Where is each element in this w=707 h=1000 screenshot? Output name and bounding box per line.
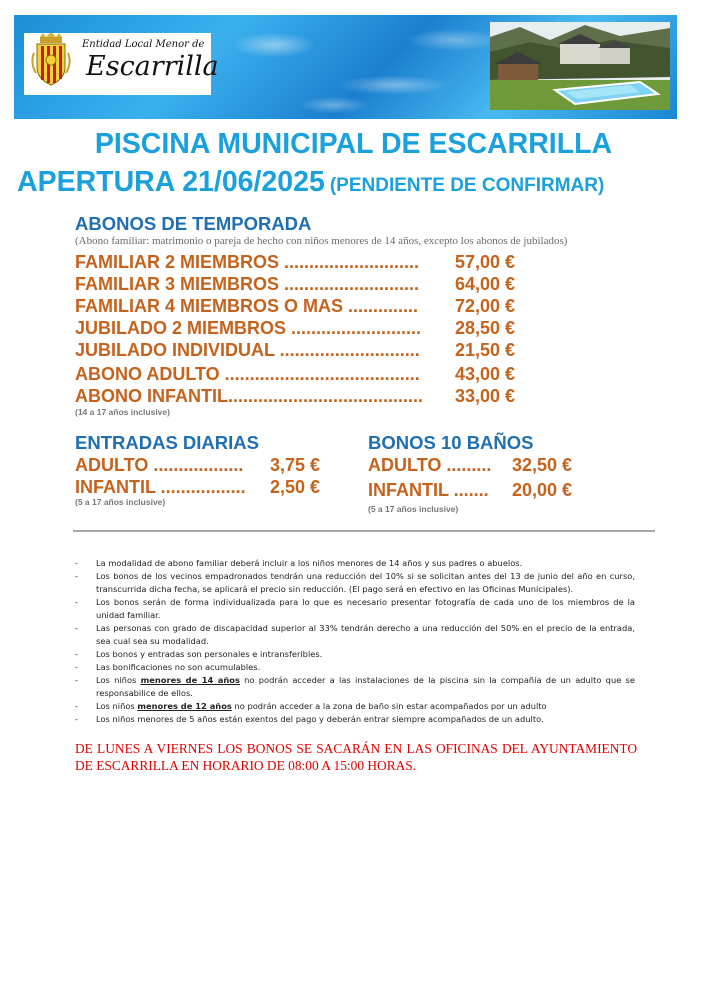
logo <box>24 33 219 95</box>
price-row <box>75 455 320 476</box>
condition-text: Los niños <box>96 675 141 685</box>
price-value: 72,00 € <box>454 296 515 316</box>
opening-date-note: (PENDIENTE DE CONFIRMAR) <box>329 175 605 196</box>
logo-line2: Escarrilla <box>86 51 219 82</box>
condition-text: Los bonos serán de forma individualizada para lo que es necesario presentar fotografía de cada uno de los miembros de la unidad familiar. <box>96 597 635 620</box>
page-title: PISCINA MUNICIPAL DE ESCARRILLA <box>94 128 613 160</box>
dash: - <box>75 649 78 659</box>
price-value: 64,00 € <box>454 274 515 294</box>
price-label: ABONO INFANTIL....................................... <box>75 386 424 406</box>
price-value: 2,50 € <box>269 477 320 497</box>
list-item <box>75 674 635 700</box>
price-label: ADULTO ......... <box>368 455 492 475</box>
price-row <box>75 364 515 385</box>
price-value: 33,00 € <box>454 386 515 406</box>
dash: - <box>75 701 78 711</box>
list-item <box>75 661 635 674</box>
price-row <box>75 252 515 273</box>
price-value: 21,50 € <box>454 340 515 360</box>
list-item <box>75 622 635 648</box>
pool-photo-image <box>490 22 670 110</box>
condition-text: Los bonos de los vecinos empadronados tendrán una reducción del 10% si se solicitan antes del 13 de junio del año en curso, transcurrida dicha fecha, se aplicará el precio sin reducción. (El pago será en efectivo en las Oficinas Municipales). <box>96 571 635 594</box>
condition-emphasis: menores de 12 años <box>137 701 232 711</box>
list-item <box>75 570 635 596</box>
opening-date <box>17 166 604 199</box>
opening-date-text: APERTURA 21/06/2025 <box>17 166 325 198</box>
abonos-note: (Abono familiar: matrimonio o pareja de hecho con niños menores de 14 años, excepto los abonos de jubilados) <box>75 235 568 247</box>
condition-text: no podrán acceder a las instalaciones de la piscina sin la compañía de un adulto que se responsabilice de ellos. <box>96 675 635 698</box>
header-banner <box>14 15 677 119</box>
price-label: FAMILIAR 4 MIEMBROS O MAS .............. <box>75 296 419 316</box>
dash: - <box>75 558 78 568</box>
price-value: 43,00 € <box>454 364 515 384</box>
condition-emphasis: menores de 14 años <box>140 675 240 685</box>
price-label: JUBILADO INDIVIDUAL ............................ <box>75 340 420 360</box>
condition-text: Los niños menores de 5 años están exentos del pago y deberán entrar siempre acompañados de un adulto. <box>96 714 544 724</box>
list-item <box>75 700 635 713</box>
bonos-heading: BONOS 10 BAÑOS <box>368 432 534 453</box>
price-label: FAMILIAR 3 MIEMBROS ........................... <box>75 274 420 294</box>
price-row <box>368 455 572 476</box>
price-label: INFANTIL ....... <box>368 480 489 500</box>
price-row <box>75 318 515 339</box>
condition-text: no podrán acceder a la zona de baño sin estar acompañados por un adulto <box>231 701 547 711</box>
entradas-note: (5 a 17 años inclusive) <box>75 497 166 507</box>
price-row <box>75 340 515 361</box>
entradas-heading: ENTRADAS DIARIAS <box>75 432 259 453</box>
abono-infantil-note: (14 a 17 años inclusive) <box>75 407 170 417</box>
condition-text: Las personas con grado de discapacidad superior al 33% tendrán derecho a una reducción del 50% en el precio de la entrada, sea cual sea su modalidad. <box>96 623 635 646</box>
dash: - <box>75 597 78 607</box>
price-value: 3,75 € <box>269 455 320 475</box>
conditions-list <box>75 557 635 726</box>
price-label: ABONO ADULTO ....................................... <box>75 364 420 384</box>
dash: - <box>75 714 78 724</box>
price-value: 28,50 € <box>454 318 515 338</box>
list-item <box>75 648 635 661</box>
condition-text: Los bonos y entradas son personales e intransferibles. <box>96 649 323 659</box>
price-label: JUBILADO 2 MIEMBROS .......................... <box>75 318 422 338</box>
price-value: 57,00 € <box>454 252 515 272</box>
dash: - <box>75 623 78 633</box>
price-row <box>75 296 515 317</box>
pool-photo <box>490 22 670 110</box>
list-item <box>75 596 635 622</box>
office-hours-notice: DE LUNES A VIERNES LOS BONOS SE SACARÁN EN LAS OFICINAS DEL AYUNTAMIENTO DE ESCARRILLA EN HORARIO DE 08:00 A 15:00 HORAS. <box>75 741 637 773</box>
dash: - <box>75 571 78 581</box>
dash: - <box>75 662 78 672</box>
list-item <box>75 713 635 726</box>
price-label: INFANTIL ................. <box>75 477 246 497</box>
price-value: 32,50 € <box>511 455 572 475</box>
dash: - <box>75 675 78 685</box>
divider <box>73 530 655 532</box>
logo-line1: Entidad Local Menor de <box>82 39 205 50</box>
condition-text: La modalidad de abono familiar deberá incluir a los niños menores de 14 años y sus padres o abuelos. <box>96 558 523 568</box>
list-item <box>75 557 635 570</box>
price-label: ADULTO .................. <box>75 455 244 475</box>
abonos-heading: ABONOS DE TEMPORADA <box>75 213 312 234</box>
price-label: FAMILIAR 2 MIEMBROS ........................... <box>75 252 420 272</box>
price-row <box>75 386 515 407</box>
price-value: 20,00 € <box>511 480 572 500</box>
price-row <box>368 480 572 501</box>
condition-text: Los niños <box>96 701 138 711</box>
condition-text: Las bonificaciones no son acumulables. <box>96 662 261 672</box>
price-row <box>75 274 515 295</box>
bonos-note: (5 a 17 años inclusive) <box>368 504 459 514</box>
price-row <box>75 477 320 498</box>
